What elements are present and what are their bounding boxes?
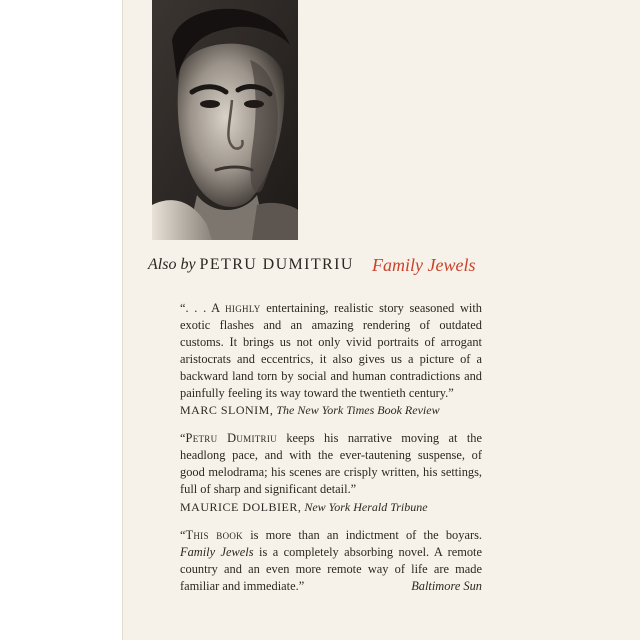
review-text: “Petru Dumitriu keeps his narrative moving at the headlong pace, and with the ever-tautening suspense, of good melodrama; his scenes are crisply written, his settings, full of sharp and significant detail.” [180,431,482,496]
review-attribution [180,402,482,419]
author-name: PETRU DUMITRIU [199,256,354,273]
publication-name: Baltimore Sun [411,578,482,593]
review-quote [180,527,482,595]
author-portrait [152,0,298,240]
review-quote [180,300,482,419]
critic-name: MARC SLONIM, [180,403,274,418]
review-quote [180,430,482,516]
publication-name: New York Herald Tribune [304,499,428,514]
book-title: Family Jewels [372,255,476,275]
review-attribution [180,499,482,516]
critic-name: MAURICE DOLBIER, [180,499,302,514]
review-text: “This book is more than an indictment of the boyars. Family Jewels is a completely absorbing novel. A remote country and an even more remote way of life are made familiar and immediate.” Baltimore Sun [180,528,482,593]
publication-name: The New York Times Book Review [276,403,440,418]
review-text: “. . . A highly entertaining, realistic story seasoned with exotic flashes and an amazing rendering of outdated customs. It brings us not only vivid portraits of arrogant aristocrats and eccentrics, it also gives us a picture of a backward land torn by social and human contradictions and painfully feeling its way toward the twentieth century.” [180,301,482,400]
also-by-label: Also by [148,256,196,273]
